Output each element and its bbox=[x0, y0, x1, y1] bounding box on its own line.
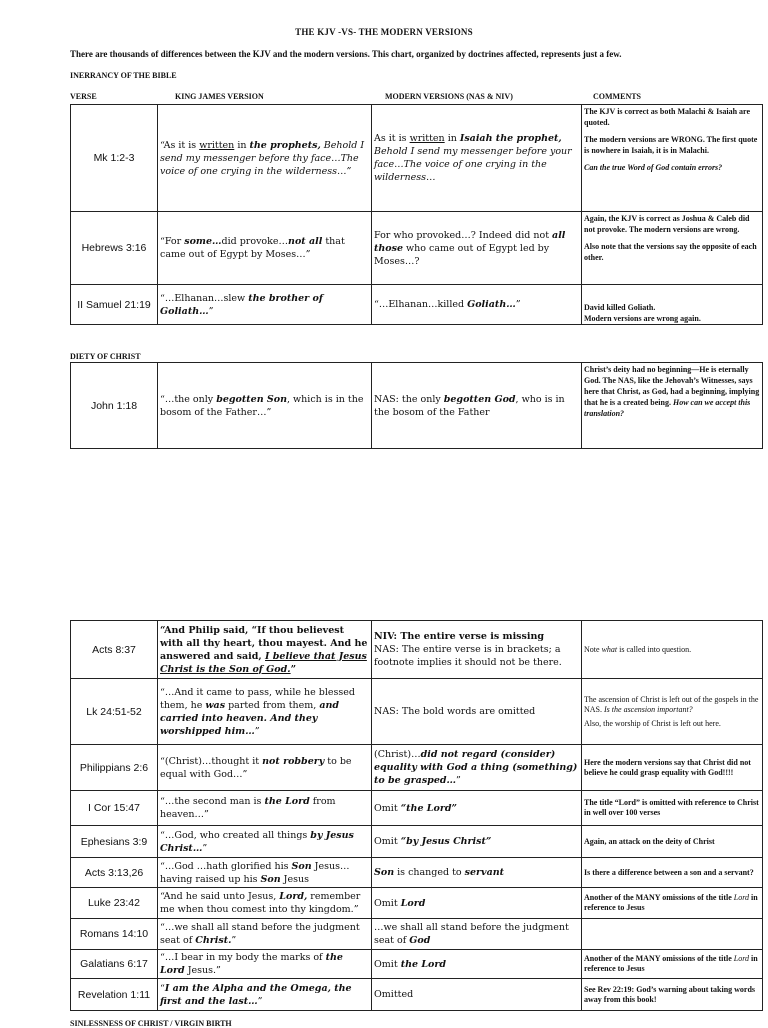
modern-cell: Omit Lord bbox=[372, 888, 582, 919]
table-row bbox=[71, 826, 763, 858]
header-verse: VERSE bbox=[70, 92, 97, 101]
verse-cell: Acts 3:13,26 bbox=[71, 858, 158, 888]
kjv-cell: “And he said unto Jesus, Lord, remember me when thou comest into thy kingdom.” bbox=[158, 888, 372, 919]
table-row bbox=[71, 791, 763, 826]
kjv-cell: “(Christ)…thought it not robbery to be equal with God…” bbox=[158, 745, 372, 791]
header-modern: MODERN VERSIONS (NAS & NIV) bbox=[385, 92, 513, 101]
kjv-cell: “…Elhanan…slew the brother of Goliath…” bbox=[158, 285, 372, 325]
verse-cell: Philippians 2:6 bbox=[71, 745, 158, 791]
kjv-cell: “…God, who created all things by Jesus Christ…” bbox=[158, 826, 372, 858]
kjv-cell: “…the second man is the Lord from heaven…” bbox=[158, 791, 372, 826]
modern-cell: NIV: The entire verse is missing NAS: The entire verse is in brackets; a footnote implies it should not be there. bbox=[372, 621, 582, 679]
verse-cell: Acts 8:37 bbox=[71, 621, 158, 679]
deity-table bbox=[70, 362, 763, 449]
comment-cell: Another of the MANY omissions of the title Lord in reference to Jesus bbox=[582, 950, 763, 979]
comment-cell: Here the modern versions say that Christ did not believe he could grasp equality with God!!!! bbox=[582, 745, 763, 791]
modern-cell: NAS: The bold words are omitted bbox=[372, 679, 582, 745]
comment-cell: Again, an attack on the deity of Christ bbox=[582, 826, 763, 858]
table-row bbox=[71, 679, 763, 745]
section-heading-deity: DIETY OF CHRIST bbox=[70, 352, 141, 361]
kjv-cell: “As it is written in the prophets, Behold I send my messenger before thy face…The voice of one crying in the wilderness…” bbox=[158, 105, 372, 212]
modern-cell: Omit the Lord bbox=[372, 950, 582, 979]
modern-cell: NAS: the only begotten God, who is in the bosom of the Father bbox=[372, 363, 582, 449]
modern-cell: As it is written in Isaiah the prophet, Behold I send my messenger before your face…The voice of one crying in the wilderness… bbox=[372, 105, 582, 212]
comment-cell: The KJV is correct as both Malachi & Isaiah are quoted. The modern versions are WRONG. The first quote is nowhere in Isaiah, it is in Malachi. Can the true Word of God contain errors? bbox=[582, 105, 763, 212]
section-heading-inerrancy: INERRANCY OF THE BIBLE bbox=[70, 71, 177, 80]
comment-cell bbox=[582, 919, 763, 950]
header-comments: COMMENTS bbox=[593, 92, 641, 101]
table-row bbox=[71, 858, 763, 888]
comment-cell: The title “Lord” is omitted with reference to Christ in well over 100 verses bbox=[582, 791, 763, 826]
comment-cell: Note what is called into question. bbox=[582, 621, 763, 679]
comment-cell: See Rev 22:19: God’s warning about taking words away from this book! bbox=[582, 979, 763, 1011]
verse-cell: I Cor 15:47 bbox=[71, 791, 158, 826]
verse-cell: Galatians 6:17 bbox=[71, 950, 158, 979]
comment-cell: Again, the KJV is correct as Joshua & Caleb did not provoke. The modern versions are wrong. Also note that the versions say the opposite of each other. bbox=[582, 212, 763, 285]
kjv-cell: “I am the Alpha and the Omega, the first and the last…” bbox=[158, 979, 372, 1011]
table-row bbox=[71, 888, 763, 919]
table-row bbox=[71, 745, 763, 791]
verse-cell: Luke 23:42 bbox=[71, 888, 158, 919]
inerrancy-table bbox=[70, 104, 763, 325]
table-row bbox=[71, 979, 763, 1011]
table-row bbox=[71, 919, 763, 950]
comment-cell: David killed Goliath. Modern versions are wrong again. bbox=[582, 285, 763, 325]
modern-cell: Omit “by Jesus Christ” bbox=[372, 826, 582, 858]
section-heading-sinlessness: SINLESSNESS OF CHRIST / VIRGIN BIRTH bbox=[70, 1019, 232, 1028]
comment-cell: Another of the MANY omissions of the title Lord in reference to Jesus bbox=[582, 888, 763, 919]
modern-cell: “…Elhanan…killed Goliath…” bbox=[372, 285, 582, 325]
kjv-cell: “…God …hath glorified his Son Jesus…having raised up his Son Jesus bbox=[158, 858, 372, 888]
document-title: THE KJV -VS- THE MODERN VERSIONS bbox=[295, 27, 473, 37]
modern-cell: Son is changed to servant bbox=[372, 858, 582, 888]
table-row bbox=[71, 285, 763, 325]
comment-cell: Is there a difference between a son and a servant? bbox=[582, 858, 763, 888]
modern-cell: Omitted bbox=[372, 979, 582, 1011]
kjv-cell: “…the only begotten Son, which is in the bosom of the Father…” bbox=[158, 363, 372, 449]
kjv-cell: “…And it came to pass, while he blessed them, he was parted from them, and carried into heaven. And they worshipped him…” bbox=[158, 679, 372, 745]
verse-cell: Revelation 1:11 bbox=[71, 979, 158, 1011]
table-row bbox=[71, 212, 763, 285]
modern-cell: Omit “the Lord” bbox=[372, 791, 582, 826]
verse-cell: Romans 14:10 bbox=[71, 919, 158, 950]
table-row bbox=[71, 363, 763, 449]
table-row bbox=[71, 105, 763, 212]
verse-cell: Lk 24:51-52 bbox=[71, 679, 158, 745]
kjv-cell: “…we shall all stand before the judgment seat of Christ.” bbox=[158, 919, 372, 950]
modern-cell: For who provoked…? Indeed did not all those who came out of Egypt led by Moses…? bbox=[372, 212, 582, 285]
verse-cell: II Samuel 21:19 bbox=[71, 285, 158, 325]
verse-cell: Ephesians 3:9 bbox=[71, 826, 158, 858]
modern-cell: …we shall all stand before the judgment seat of God bbox=[372, 919, 582, 950]
intro-text: There are thousands of differences between the KJV and the modern versions. This chart, organized by doctrines affected, represents just a few. bbox=[70, 49, 622, 59]
deity-table-continued bbox=[70, 620, 763, 1011]
modern-cell: (Christ)…did not regard (consider) equality with God a thing (something) to be grasped…” bbox=[372, 745, 582, 791]
header-kjv: KING JAMES VERSION bbox=[175, 92, 264, 101]
verse-cell: John 1:18 bbox=[71, 363, 158, 449]
table-row bbox=[71, 621, 763, 679]
verse-cell: Hebrews 3:16 bbox=[71, 212, 158, 285]
table-row bbox=[71, 950, 763, 979]
comment-cell: The ascension of Christ is left out of the gospels in the NAS. Is the ascension important? Also, the worship of Christ is left out here. bbox=[582, 679, 763, 745]
kjv-cell: “And Philip said, “If thou believest with all thy heart, thou mayest. And he answered and said, I believe that Jesus Christ is the Son of God.” bbox=[158, 621, 372, 679]
verse-cell: Mk 1:2-3 bbox=[71, 105, 158, 212]
kjv-cell: “For some…did provoke…not all that came out of Egypt by Moses…” bbox=[158, 212, 372, 285]
comment-cell: Christ’s deity had no beginning—He is eternally God. The NAS, like the Jehovah’s Witnesses, says here that Christ, as God, had a beginning, implying that he is a created being. How can we accept this translation? bbox=[582, 363, 763, 449]
kjv-cell: “…I bear in my body the marks of the Lord Jesus.” bbox=[158, 950, 372, 979]
